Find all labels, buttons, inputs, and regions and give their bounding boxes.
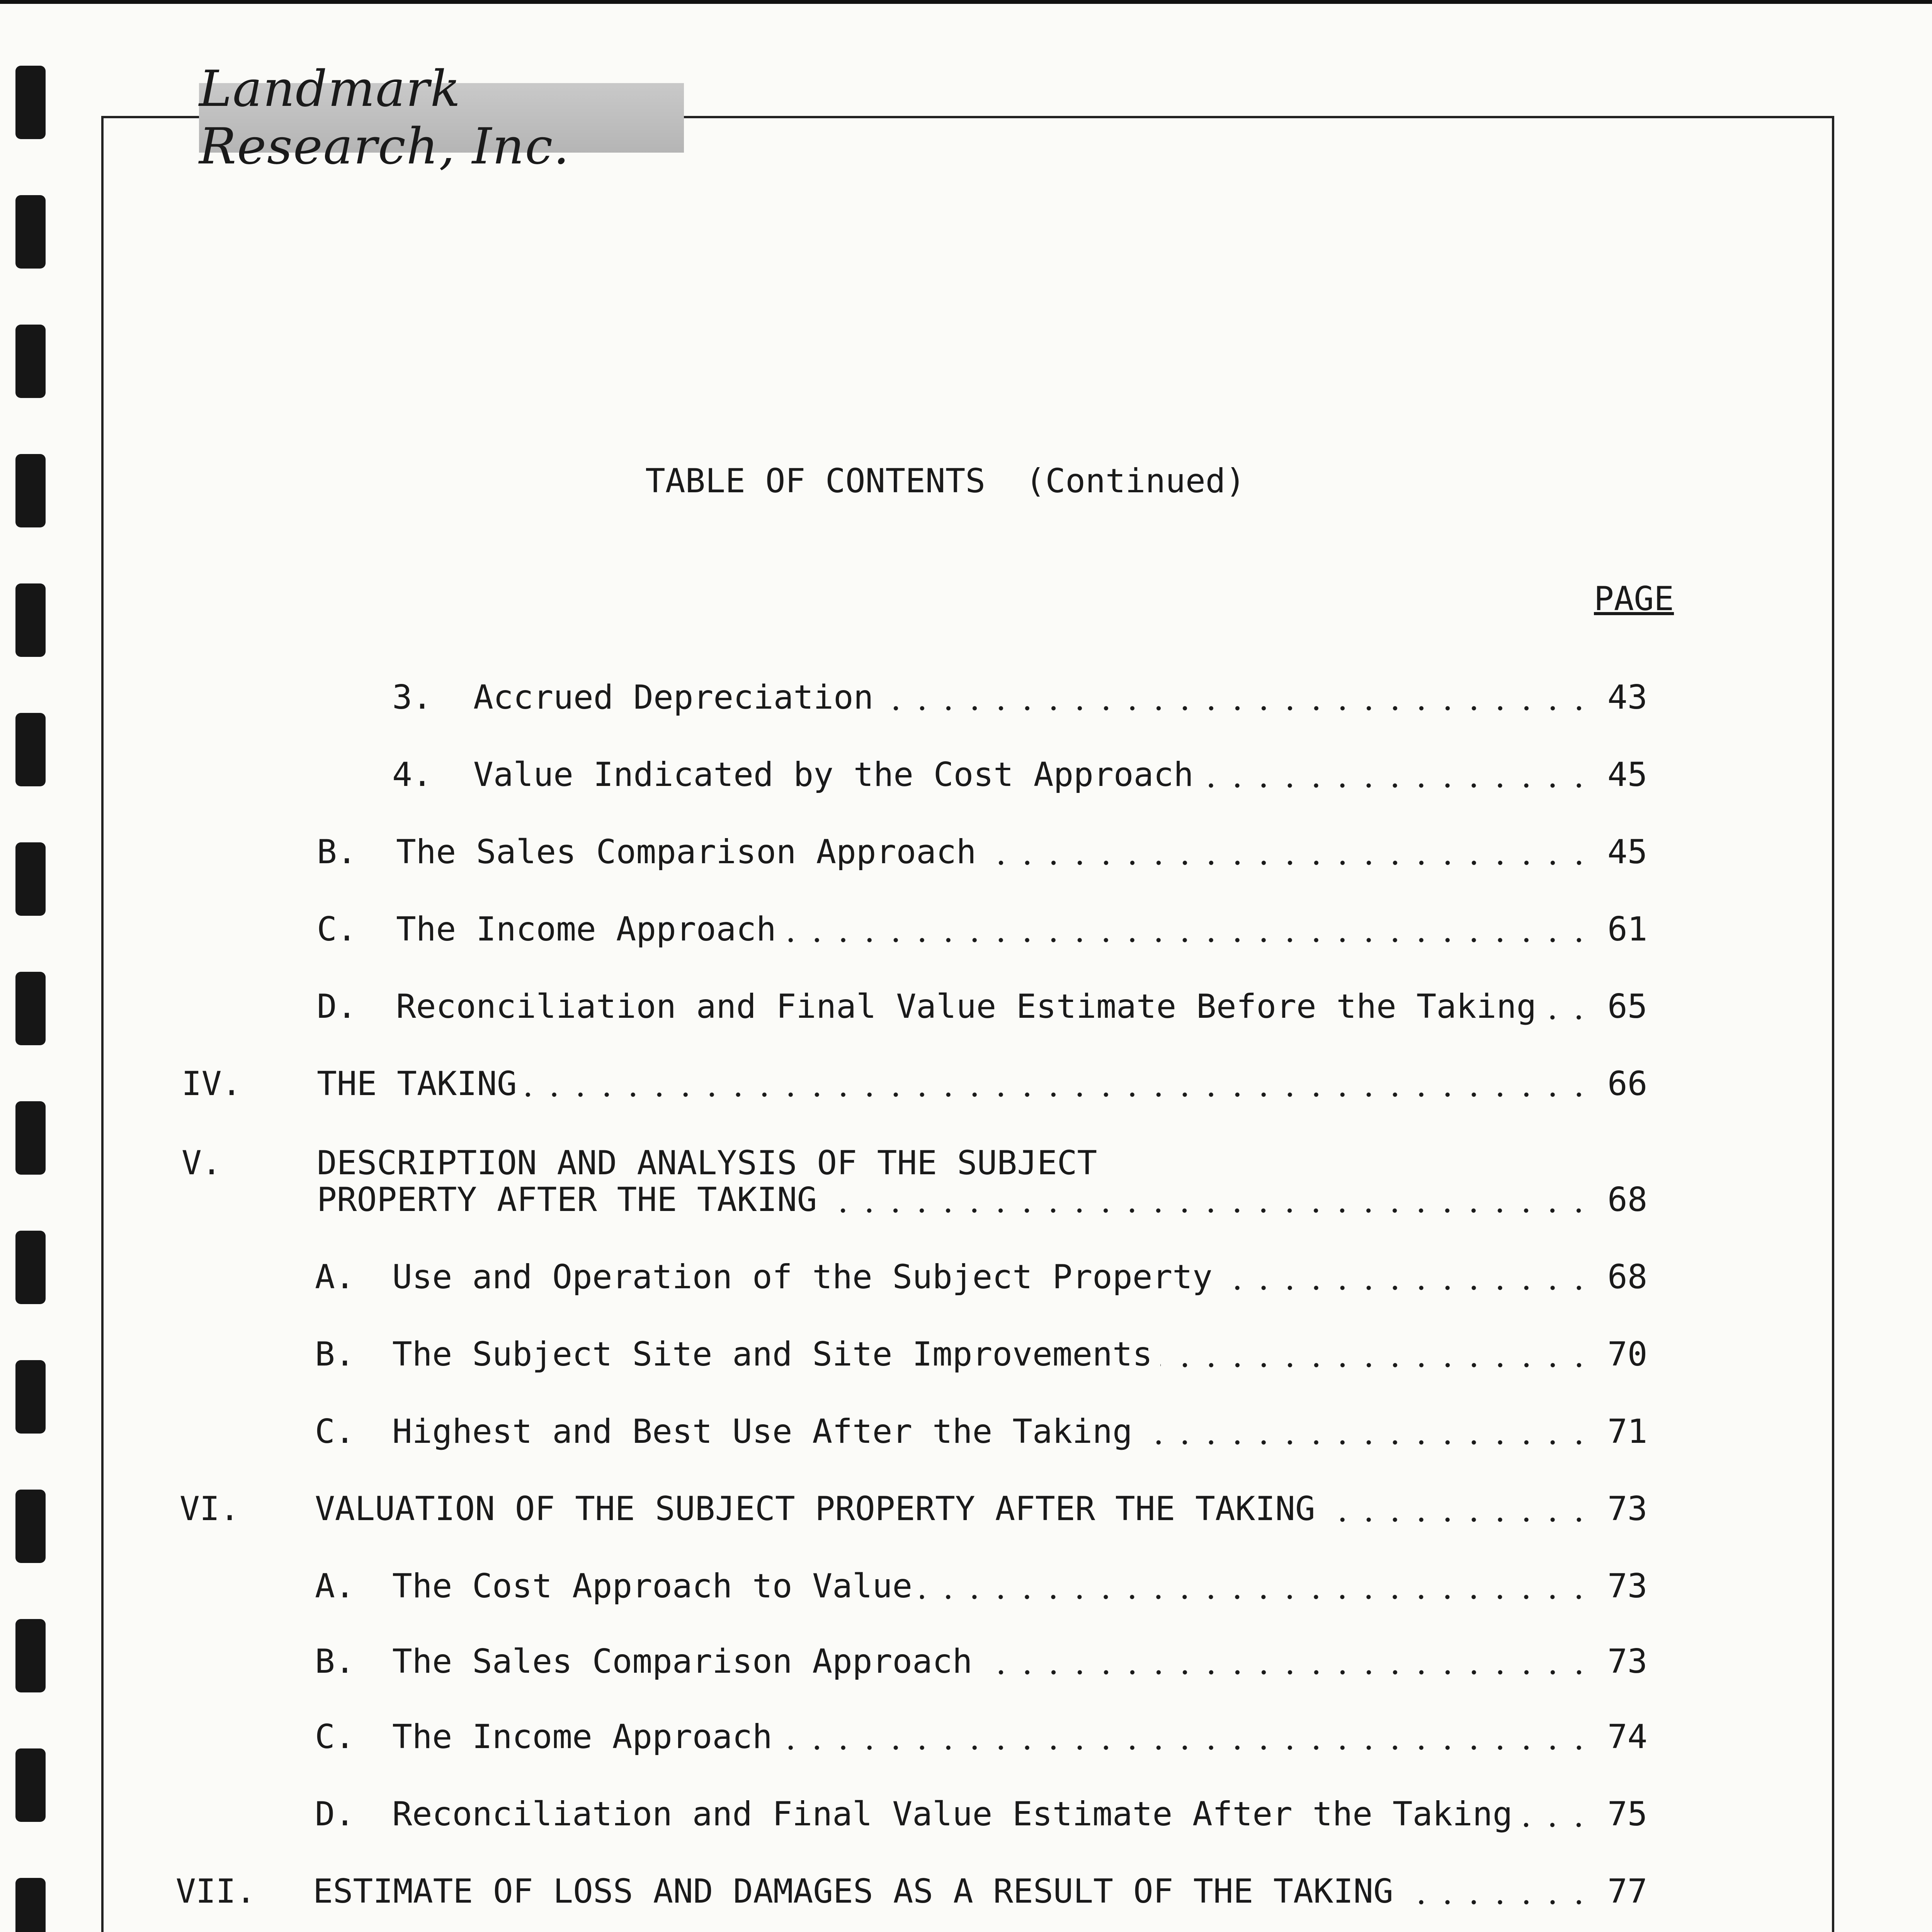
toc-entry xyxy=(317,829,1662,871)
toc-entry-number: 4. xyxy=(392,755,432,794)
toc-entry-page: 74 xyxy=(1607,1718,1648,1756)
dot-leader xyxy=(784,938,1592,942)
dot-leader xyxy=(1323,1517,1592,1522)
toc-entry xyxy=(317,1177,1662,1219)
toc-entry-title: VALUATION OF THE SUBJECT PROPERTY AFTER THE TAKING xyxy=(315,1490,1315,1528)
toc-entry-title: The Sales Comparison Approach xyxy=(392,1642,973,1681)
binding-hole xyxy=(15,1101,46,1175)
toc-entry-number: V. xyxy=(182,1144,222,1182)
toc-entry-number: B. xyxy=(317,833,357,871)
binding-hole xyxy=(15,66,46,139)
toc-entry-number: 3. xyxy=(392,678,432,717)
toc-entry-number: D. xyxy=(315,1795,355,1833)
toc-entry xyxy=(315,1408,1662,1451)
toc-entry-page: 45 xyxy=(1607,833,1648,871)
letterhead-logo xyxy=(199,60,684,175)
toc-entry-title: PROPERTY AFTER THE TAKING xyxy=(317,1180,817,1219)
toc-entry-title: Value Indicated by the Cost Approach xyxy=(473,755,1194,794)
dot-leader xyxy=(1220,1286,1592,1290)
binding-hole xyxy=(15,454,46,527)
toc-entry xyxy=(317,906,1662,949)
toc-entry-page: 45 xyxy=(1607,755,1648,794)
toc-entry-number: B. xyxy=(315,1642,355,1681)
toc-entry-title: The Cost Approach to Value xyxy=(392,1567,913,1605)
dot-leader xyxy=(780,1745,1592,1750)
binding-hole xyxy=(15,713,46,786)
toc-entry-page: 68 xyxy=(1607,1180,1648,1219)
toc-entry xyxy=(392,674,1662,717)
toc-entry-number: C. xyxy=(315,1718,355,1756)
logo-text: Landmark Research, Inc. xyxy=(199,60,570,175)
toc-entry-number: IV. xyxy=(182,1065,242,1103)
toc-entry-page: 43 xyxy=(1607,678,1648,717)
toc-entry xyxy=(317,983,1662,1026)
binding-hole xyxy=(15,972,46,1045)
toc-entry-title: THE TAKING xyxy=(317,1065,517,1103)
toc-entry-page: 73 xyxy=(1607,1490,1648,1528)
toc-entry xyxy=(315,1563,1662,1605)
toc-entry-page: 73 xyxy=(1607,1642,1648,1681)
dot-leader xyxy=(920,1595,1592,1599)
toc-entry xyxy=(315,1638,1662,1681)
toc-entry-number: C. xyxy=(317,910,357,949)
toc-entry xyxy=(392,752,1662,794)
toc-entry xyxy=(315,1331,1662,1374)
toc-entry-title-line1: DESCRIPTION AND ANALYSIS OF THE SUBJECT xyxy=(317,1144,1097,1182)
binding-hole xyxy=(15,1748,46,1822)
page-title: TABLE OF CONTENTS (Continued) xyxy=(645,462,1246,500)
dot-leader xyxy=(1544,1015,1592,1020)
dot-leader xyxy=(1160,1363,1592,1367)
toc-entry-title: Reconciliation and Final Value Estimate Before the Taking xyxy=(396,987,1537,1026)
binding-hole xyxy=(15,325,46,398)
toc-entry-number: C. xyxy=(315,1412,355,1451)
binding-holes xyxy=(15,0,50,1932)
toc-entry-title: Highest and Best Use After the Taking xyxy=(392,1412,1133,1451)
toc-entry xyxy=(315,1791,1662,1833)
toc-entry xyxy=(315,1714,1662,1756)
dot-leader xyxy=(825,1208,1592,1213)
dot-leader xyxy=(1201,783,1592,788)
toc-entry-page: 66 xyxy=(1607,1065,1648,1103)
binding-hole xyxy=(15,1619,46,1692)
toc-entry-page: 75 xyxy=(1607,1795,1648,1833)
binding-hole xyxy=(15,195,46,269)
toc-entry xyxy=(180,1486,1662,1528)
toc-entry-page: 65 xyxy=(1607,987,1648,1026)
toc-entry-page: 77 xyxy=(1607,1872,1648,1911)
toc-entry-title: Accrued Depreciation xyxy=(473,678,874,717)
toc-entry xyxy=(182,1061,1662,1103)
toc-entry-page: 61 xyxy=(1607,910,1648,949)
toc-entry-number: D. xyxy=(317,987,357,1026)
dot-leader xyxy=(1520,1823,1592,1827)
page-column-label: PAGE xyxy=(1594,580,1674,618)
dot-leader xyxy=(1401,1900,1592,1905)
binding-hole xyxy=(15,1878,46,1932)
toc-entry-title: The Income Approach xyxy=(392,1718,772,1756)
toc-entry-title: The Sales Comparison Approach xyxy=(396,833,976,871)
toc-entry xyxy=(176,1868,1662,1911)
toc-entry-number: A. xyxy=(315,1567,355,1605)
toc-entry-page: 68 xyxy=(1607,1258,1648,1296)
toc-entry xyxy=(315,1254,1662,1296)
binding-hole xyxy=(15,842,46,916)
toc-entry-number: B. xyxy=(315,1335,355,1374)
binding-hole xyxy=(15,1231,46,1304)
toc-entry-title: The Income Approach xyxy=(396,910,776,949)
top-edge xyxy=(0,0,1932,4)
binding-hole xyxy=(15,583,46,657)
toc-entry-title: ESTIMATE OF LOSS AND DAMAGES AS A RESULT OF THE TAKING xyxy=(313,1872,1393,1911)
dot-leader xyxy=(525,1092,1592,1097)
toc-entry-page: 70 xyxy=(1607,1335,1648,1374)
dot-leader xyxy=(1140,1440,1592,1445)
dot-leader xyxy=(984,861,1592,865)
dot-leader xyxy=(881,706,1592,711)
toc-entry-number: VII. xyxy=(176,1872,256,1911)
toc-entry-page: 71 xyxy=(1607,1412,1648,1451)
binding-hole xyxy=(15,1360,46,1434)
toc-entry-title: The Subject Site and Site Improvements xyxy=(392,1335,1153,1374)
toc-entry-number: A. xyxy=(315,1258,355,1296)
dot-leader xyxy=(980,1670,1592,1675)
toc-entry-page: 73 xyxy=(1607,1567,1648,1605)
toc-entry-title: Reconciliation and Final Value Estimate After the Taking xyxy=(392,1795,1513,1833)
toc-entry-title: Use and Operation of the Subject Property xyxy=(392,1258,1213,1296)
binding-hole xyxy=(15,1490,46,1563)
toc-entry-number: VI. xyxy=(180,1490,240,1528)
